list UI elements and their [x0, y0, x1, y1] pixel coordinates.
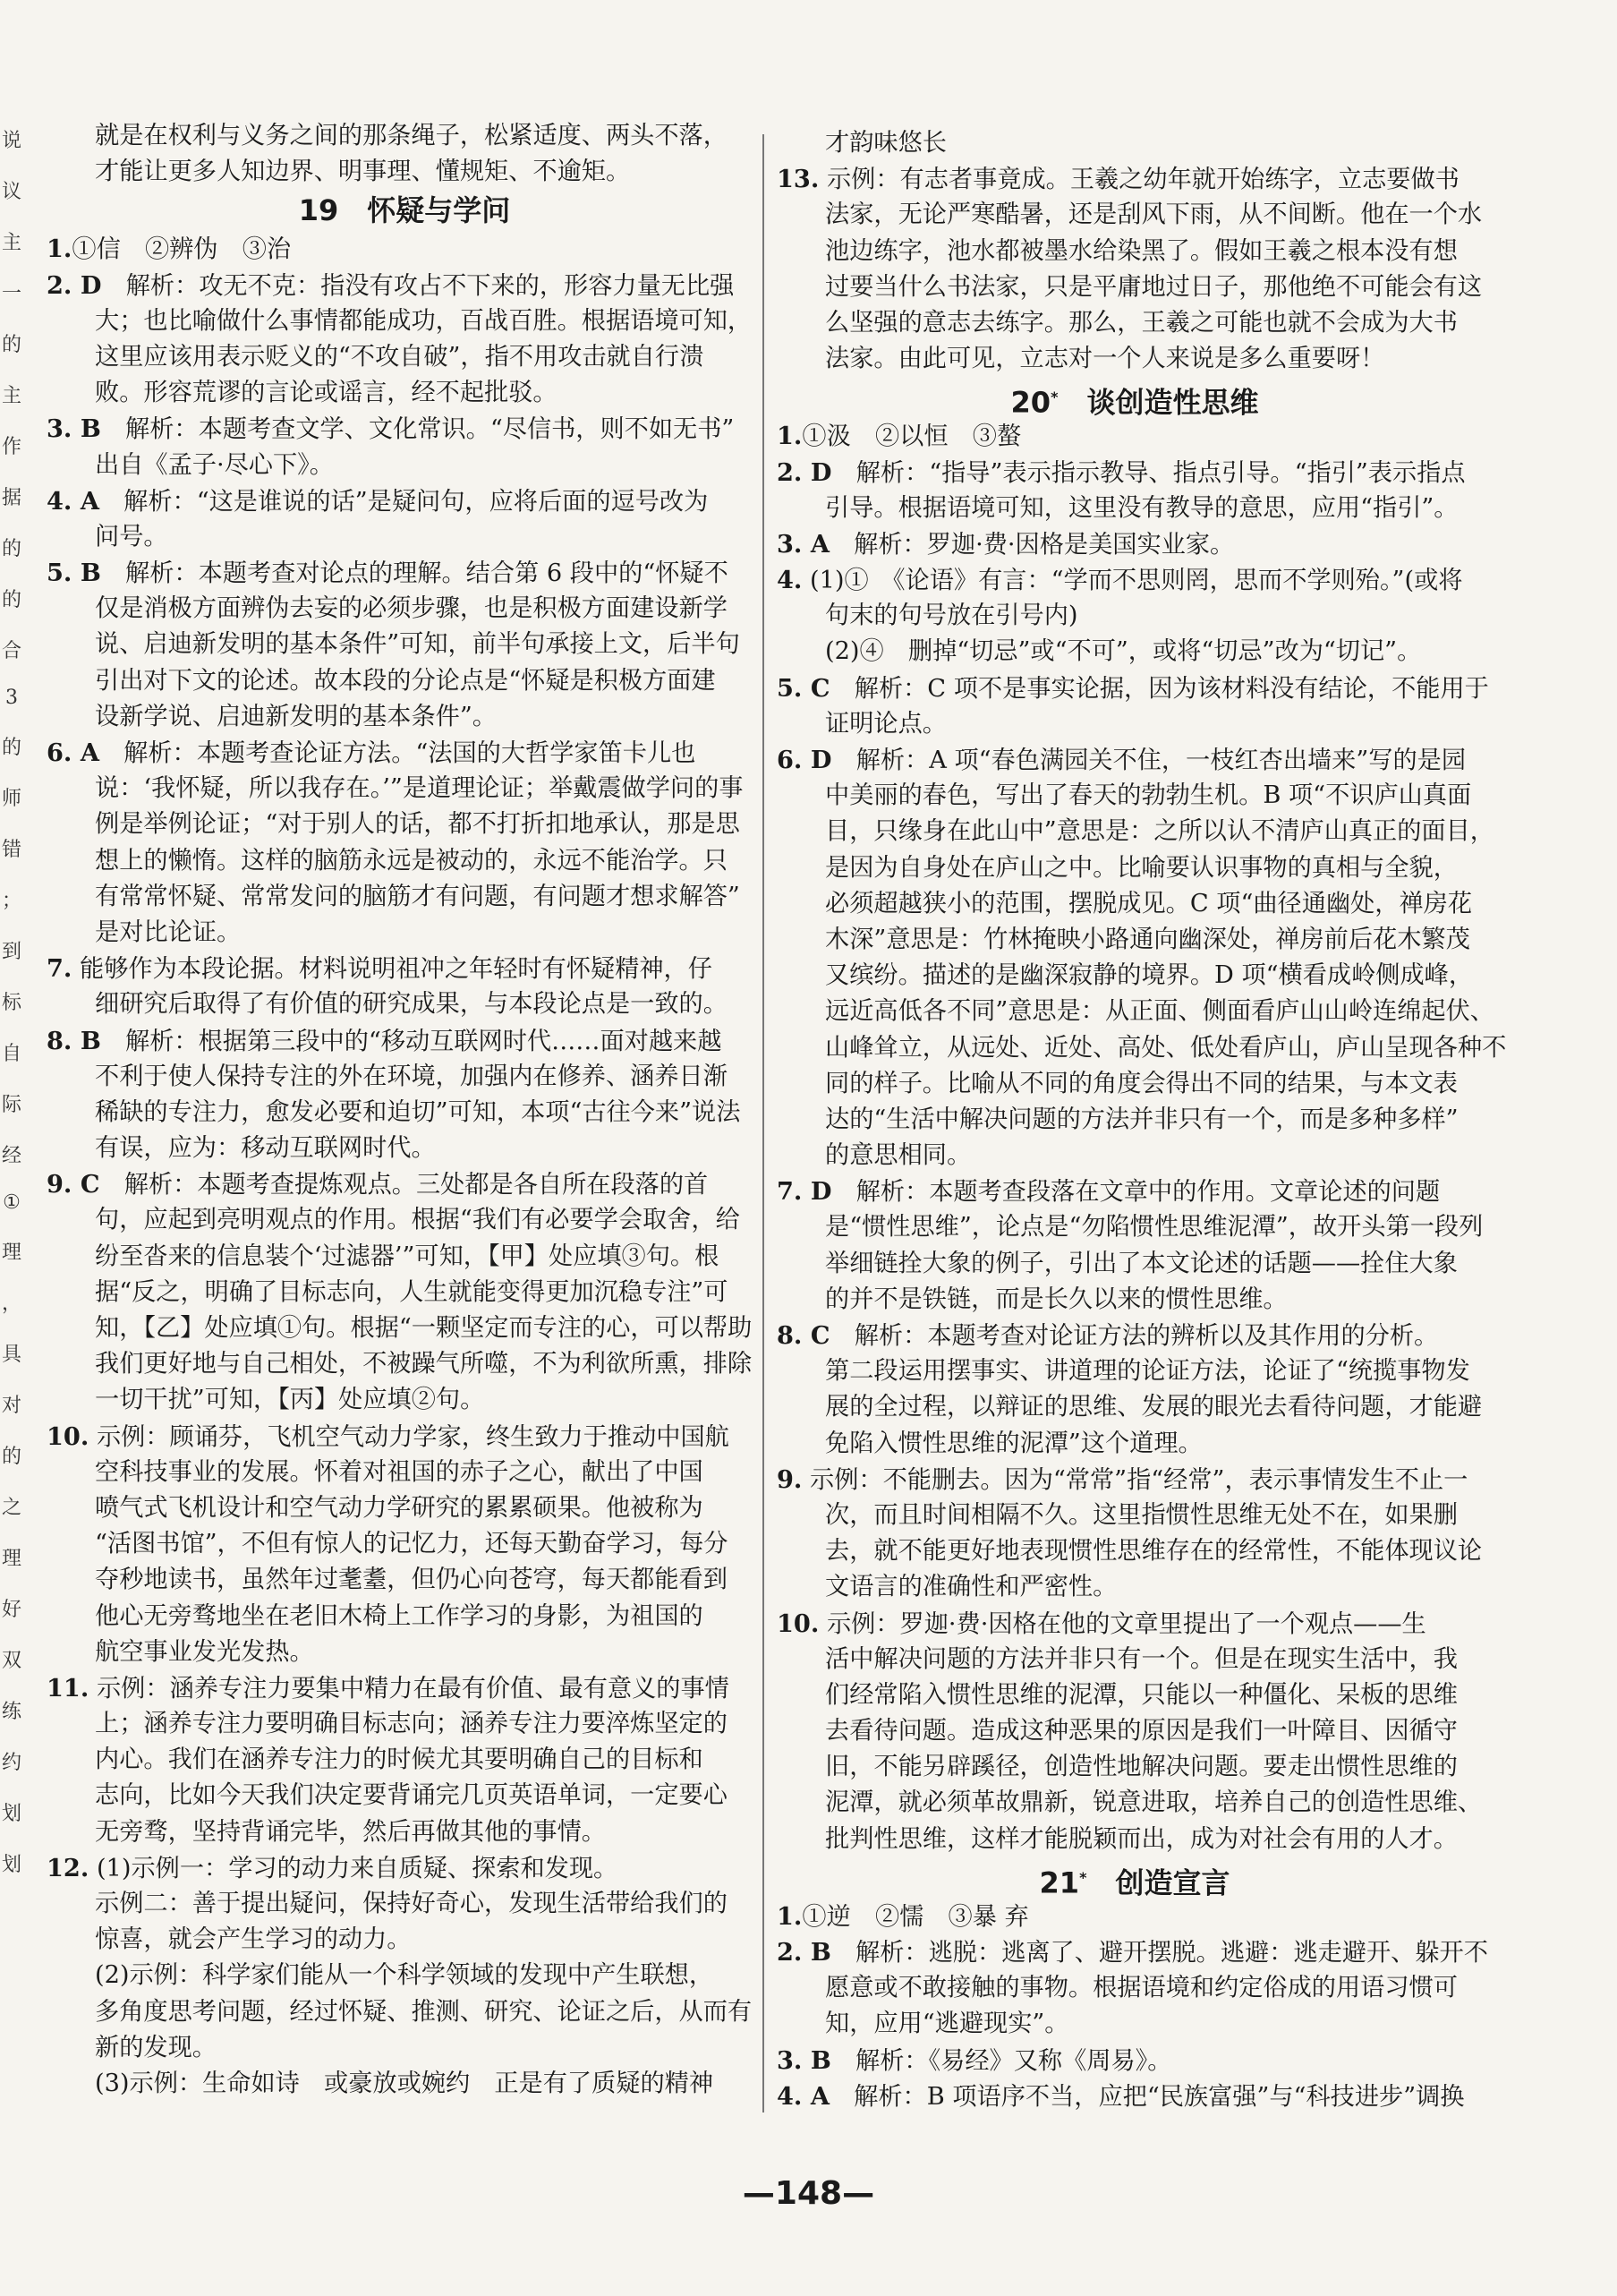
answer-line	[47, 915, 762, 951]
answer-text: 夺秒地读书，虽然年过耄耋，但仍心向苍穹，每天都能看到	[95, 1566, 728, 1594]
answer-text: (1)示例一：学习的动力来自质疑、探索和发现。	[89, 1854, 618, 1882]
answer-text: 例是举例论证；“对于别人的话，都不打折扣地承认，那是思	[95, 810, 740, 839]
answer-line	[47, 843, 762, 879]
answer-line	[47, 339, 762, 375]
answer-number: 8. C	[777, 1321, 830, 1350]
answer-line	[777, 491, 1493, 526]
answer-line	[777, 778, 1493, 814]
section-number: 19	[298, 193, 339, 228]
answer-line	[777, 1353, 1493, 1389]
answer-text: 是“惯性思维”，论点是“勿陷惯性思维泥潭”，故开头第一段列	[825, 1213, 1484, 1242]
answer-text: 想上的懒惰。这样的脑筋永远是被动的，永远不能治学。只	[95, 846, 728, 875]
answer-text: 无旁骛，坚持背诵完毕，然后再做其他的事情。	[95, 1817, 606, 1846]
margin-fragment: 作	[1, 436, 21, 458]
answer-line	[47, 1814, 762, 1850]
answer-line	[777, 886, 1493, 922]
answer-item	[777, 526, 1493, 562]
answer-number: 10.	[47, 1421, 89, 1451]
answer-number: 13.	[777, 165, 820, 194]
answer-number: 2. B	[777, 1938, 831, 1967]
answer-line	[777, 1138, 1493, 1174]
answer-line	[777, 1246, 1493, 1282]
margin-fragment: 理	[1, 1548, 21, 1570]
answer-number: 8. B	[47, 1026, 101, 1055]
answer-line	[47, 1239, 762, 1275]
answer-line	[47, 1778, 762, 1814]
answer-line	[777, 1498, 1493, 1533]
answer-text: 么坚强的意志去练字。那么，王羲之可能也就不会成为大书	[825, 308, 1458, 337]
answer-number: 7.	[47, 954, 72, 984]
answer-text: “活图书馆”，不但有惊人的记忆力，还每天勤奋学习，每分	[95, 1530, 728, 1558]
answer-item	[47, 1166, 762, 1202]
margin-fragment: 错	[1, 839, 21, 861]
answer-text: 解析：本题考查论证方法。“法国的大哲学家笛卡儿也	[98, 739, 696, 767]
answer-item	[777, 1462, 1493, 1498]
answer-text: 纷至沓来的信息装个‘过滤器’”可知，【甲】处应填③句。根	[95, 1242, 719, 1270]
section-title	[47, 190, 762, 231]
answer-line	[47, 1562, 762, 1598]
answer-item	[777, 670, 1493, 706]
answer-text: 次，而且时间相隔不久。这里指惯性思维无处不在，如果删	[825, 1500, 1458, 1529]
answer-text: 不利于使人保持专注的外在环境，加强内在修养、涵养日渐	[95, 1062, 728, 1090]
answer-item	[777, 2078, 1493, 2114]
answer-text: 有误，应为：移动互联网时代。	[95, 1134, 436, 1163]
margin-fragment: 理	[1, 1242, 21, 1264]
margin-fragment: 自	[1, 1043, 21, 1065]
answer-text: 说、启迪新发明的基本条件”可知，前半句承接上文，后半句	[95, 630, 740, 659]
answer-text: 木深”意思是：竹林掩映小路通向幽深处，禅房前后花木繁茂	[825, 925, 1470, 953]
answer-item	[47, 231, 762, 267]
answer-line	[777, 1389, 1493, 1425]
answer-text: 法家，无论严寒酷暑，还是刮风下雨，从不间断。他在一个水	[825, 201, 1483, 229]
section-star: *	[1051, 388, 1059, 406]
answer-line	[47, 1202, 762, 1238]
margin-fragment: 划	[1, 1854, 21, 1876]
answer-text: 句，应起到亮明观点的作用。根据“我们有必要学会取舍，给	[95, 1206, 740, 1234]
answer-line	[777, 1642, 1493, 1677]
answer-number: 3. B	[777, 2045, 831, 2075]
answer-text: 志向，比如今天我们决定要背诵完几页英语单词，一定要心	[95, 1781, 728, 1810]
answer-line	[47, 627, 762, 662]
answer-text: 展的全过程，以辩证的思维、发展的眼光去看待问题，才能避	[825, 1393, 1483, 1421]
section-title	[777, 377, 1493, 418]
answer-number: 9.	[777, 1464, 803, 1494]
answer-item	[777, 1934, 1493, 1970]
answer-text: 泥潭，就必须革故鼎新，锐意进取，培养自己的创造性思维、	[825, 1788, 1483, 1817]
answer-number: 4. A	[47, 486, 99, 516]
answer-number: 5. B	[47, 559, 101, 588]
answer-text: 示例：不能删去。因为“常常”指“经常”，表示事情发生不止一	[802, 1465, 1468, 1494]
answer-line	[47, 1599, 762, 1635]
answer-text: 设新学说、启迪新发明的基本条件”。	[95, 702, 497, 730]
answer-line	[47, 1382, 762, 1418]
answer-line	[47, 2066, 762, 2102]
answer-text: 引导。根据语境可知，这里没有教导的意思，应用“指引”。	[825, 493, 1459, 522]
answer-item	[777, 418, 1493, 454]
answer-item	[777, 161, 1493, 197]
answer-text: 一切干扰”可知，【丙】处应填②句。	[95, 1386, 485, 1414]
answer-item	[47, 483, 762, 519]
answer-text: 出自《孟子·尽心下》。	[95, 450, 334, 479]
margin-fragment: 对	[1, 1395, 21, 1417]
answer-item	[777, 1606, 1493, 1642]
answer-text: 解析：根据第三段中的“移动互联网时代……面对越来越	[100, 1027, 722, 1055]
margin-fragment: 议	[1, 181, 21, 203]
answer-number: 9. C	[47, 1170, 100, 1199]
answer-text: 上；涵养专注力要明确目标志向；涵养专注力要淬炼坚定的	[95, 1710, 728, 1738]
margin-fragment: 师	[1, 788, 21, 810]
answer-text: 去，就不能更好地表现惯性思维存在的经常性，不能体现议论	[825, 1537, 1483, 1566]
answer-item	[47, 411, 762, 447]
answer-item	[47, 555, 762, 591]
answer-text: 的意思相同。	[825, 1141, 972, 1170]
answer-number: 1.	[777, 422, 803, 451]
answer-item	[777, 1899, 1493, 1934]
answer-text: 解析：《易经》又称《周易》。	[830, 2046, 1172, 2075]
answer-line	[777, 1066, 1493, 1102]
answer-text: 免陷入惯性思维的泥潭”这个道理。	[825, 1429, 1203, 1457]
answer-line	[47, 2030, 762, 2066]
answer-text: 示例：罗迦·费·因格在他的文章里提出了一个观点——生	[819, 1609, 1426, 1638]
answer-line	[777, 269, 1493, 305]
answer-text: 大；也比喻做什么事情都能成功，百战百胜。根据语境可知，	[95, 306, 753, 335]
margin-fragment: 约	[1, 1752, 21, 1774]
margin-fragment: 主	[1, 232, 21, 254]
answer-item	[777, 455, 1493, 491]
answer-text: 多角度思考问题，经过怀疑、推测、研究、论证之后，从而有	[95, 1997, 753, 2026]
answer-text: 示例：有志者事竟成。王羲之幼年就开始练字，立志要做书	[819, 166, 1460, 194]
answer-line	[777, 1713, 1493, 1749]
answer-line	[47, 1706, 762, 1742]
answer-text: (2)④ 删掉“切忌”或“不可”，或将“切忌”改为“切记”。	[825, 637, 1422, 666]
margin-fragment: 的	[1, 589, 21, 611]
answer-text: 败。形容荒谬的言论或谣言，经不起批驳。	[95, 379, 557, 407]
answer-number: 1.	[777, 1901, 803, 1931]
answer-number: 12.	[47, 1853, 89, 1882]
answer-item	[47, 1023, 762, 1059]
section-title	[777, 1857, 1493, 1899]
margin-fragment: 练	[1, 1701, 21, 1723]
answer-line	[777, 1426, 1493, 1462]
answer-text: 解析：本题考查对论证方法的辨析以及其作用的分析。	[830, 1322, 1439, 1350]
answer-text: 解析：B 项语序不当，应把“民族富强”与“科技进步”调换	[829, 2082, 1465, 2111]
answer-line	[47, 771, 762, 807]
page-number: —148—	[742, 2175, 875, 2212]
answer-line	[47, 1455, 762, 1490]
answer-line	[47, 986, 762, 1022]
answer-line	[777, 706, 1493, 742]
answer-text: 能够作为本段论据。材料说明祖冲之年轻时有怀疑精神，仔	[72, 955, 712, 984]
answer-text: 是对比论证。	[95, 918, 242, 946]
answer-item	[47, 268, 762, 303]
margin-fragment: ①	[3, 1191, 21, 1214]
answer-text: 又缤纷。描述的是幽深寂静的境界。D 项“横看成岭侧成峰，	[825, 961, 1474, 990]
answer-line	[47, 1310, 762, 1346]
answer-text: 新的发现。	[95, 2033, 217, 2061]
margin-fragment: 合	[1, 640, 21, 662]
answer-item	[47, 1419, 762, 1455]
answer-number: 4.	[777, 566, 803, 595]
answer-text: 就是在权利与义务之间的那条绳子，松紧适度、两头不落，	[95, 122, 728, 149]
answer-text: 解析：本题考查段落在文章中的作用。文章论述的问题	[831, 1178, 1441, 1207]
answer-text: 证明论点。	[825, 709, 947, 738]
answer-text: (3)示例：生命如诗 或豪放或婉约 正是有了质疑的精神	[95, 2069, 714, 2097]
answer-line	[777, 305, 1493, 341]
answer-text: 示例二：善于提出疑问，保持好奇心，发现生活带给我们的	[95, 1890, 728, 1917]
answer-text: 中美丽的春色，写出了春天的勃勃生机。B 项“不识庐山真面	[825, 781, 1472, 810]
answer-text: 解析：“这是谁说的话”是疑问句，应将后面的逗号改为	[98, 487, 709, 516]
answer-text: 活中解决问题的方法并非只有一个。但是在现实生活中，我	[825, 1644, 1458, 1673]
section-star: *	[1079, 1868, 1087, 1886]
answer-text: 据“反之，明确了目标志向，人生就能变得更加沉稳专注”可	[95, 1277, 728, 1306]
margin-fragment: 说	[1, 130, 21, 152]
answer-item	[777, 1174, 1493, 1209]
answer-item	[47, 1850, 762, 1886]
answer-text: 才能让更多人知边界、明事理、懂规矩、不逾矩。	[95, 158, 631, 186]
margin-fragment: 经	[1, 1145, 21, 1167]
answer-line	[777, 1785, 1493, 1821]
answer-item	[777, 742, 1493, 778]
answer-line	[47, 591, 762, 627]
section-title-text: 怀疑与学问	[338, 193, 511, 228]
answer-text: 山峰耸立，从远处、近处、高处、低处看庐山，庐山呈现各种不	[825, 1033, 1507, 1062]
answer-line	[47, 519, 762, 555]
margin-fragment: 双	[1, 1650, 21, 1672]
margin-fragment: 具	[1, 1344, 21, 1366]
margin-fragment: 据	[1, 487, 21, 509]
answer-text: 解析：A 项“春色满园关不住，一枝红杏出墙来”写的是园	[831, 747, 1467, 774]
answer-text: 解析：罗迦·费·因格是美国实业家。	[829, 530, 1235, 559]
answer-line	[777, 1677, 1493, 1713]
answer-line	[47, 375, 762, 411]
section-number: 21	[1039, 1865, 1080, 1900]
answer-text: 达的“生活中解决问题的方法并非只有一个，而是多种多样”	[825, 1105, 1459, 1133]
answer-line	[777, 958, 1493, 994]
answer-line	[777, 341, 1493, 377]
answer-text: 空科技事业的发展。怀着对祖国的赤子之心，献出了中国	[95, 1457, 703, 1486]
answer-line	[47, 448, 762, 483]
answer-line	[777, 1970, 1493, 2006]
answer-text: 细研究后取得了有价值的研究成果，与本段论点是一致的。	[95, 990, 728, 1019]
margin-fragment: 的	[1, 1446, 21, 1468]
margin-fragment: 的	[1, 737, 21, 759]
answer-line	[47, 663, 762, 699]
answer-number: 4. A	[777, 2081, 830, 2111]
margin-fragment: 标	[1, 992, 21, 1014]
answer-number: 7. D	[777, 1177, 832, 1207]
answer-line	[47, 1095, 762, 1131]
answer-item	[777, 1318, 1493, 1353]
answer-number: 5. C	[777, 673, 830, 703]
answer-item	[777, 2043, 1493, 2078]
answer-text: 说：‘我怀疑，所以我存在。’”是道理论证；举戴震做学问的事	[95, 774, 744, 803]
answer-text: 喷气式飞机设计和空气动力学研究的累累硕果。他被称为	[95, 1493, 703, 1522]
margin-fragment: 的	[1, 538, 21, 560]
margin-fragment: 一	[1, 283, 21, 305]
answer-text: ①汲 ②以恒 ③螯	[802, 422, 1022, 451]
answer-line	[777, 634, 1493, 670]
answer-line	[777, 850, 1493, 886]
answer-text: 知，应用“逃避现实”。	[825, 2010, 1069, 2038]
margin-fragment: 际	[1, 1094, 21, 1116]
answer-item	[777, 562, 1493, 598]
answer-number: 3. B	[47, 414, 101, 444]
margin-fragment: 之	[1, 1497, 21, 1519]
answer-line	[777, 1533, 1493, 1569]
answer-text: 解析：“指导”表示指示教导、指点引导。“指引”表示指点	[831, 458, 1466, 487]
answer-line	[47, 1886, 762, 1922]
margin-fragment: 到	[1, 941, 21, 963]
answer-text: 才韵味悠长	[825, 129, 947, 157]
answer-text: 航空事业发光发热。	[95, 1637, 314, 1666]
answer-text: 文语言的准确性和严密性。	[825, 1573, 1118, 1601]
answer-number: 6. A	[47, 738, 99, 767]
answer-text: 解析：C 项不是事实论据，因为该材料没有结论，不能用于	[830, 674, 1489, 703]
answer-text: 同的样子。比喻从不同的角度会得出不同的结果，与本文表	[825, 1069, 1458, 1097]
answer-line	[47, 879, 762, 915]
answer-line	[777, 2006, 1493, 2042]
answer-line	[47, 118, 762, 154]
answer-text: 解析：攻无不克：指没有攻占不下来的，形容力量无比强	[101, 271, 735, 300]
answer-text: 第二段运用摆事实、讲道理的论证方法，论证了“统揽事物发	[825, 1357, 1470, 1386]
answer-text: 池边练字，池水都被墨水给染黑了。假如王羲之根本没有想	[825, 236, 1458, 265]
answer-text: 们经常陷入惯性思维的泥潭，只能以一种僵化、呆板的思维	[825, 1680, 1458, 1709]
answer-line	[47, 1526, 762, 1562]
section-title-text: 创造宣言	[1086, 1865, 1230, 1900]
answer-line	[47, 154, 762, 190]
right-column	[777, 125, 1507, 2114]
answer-text: 内心。我们在涵养专注力的时候尤其要明确自己的目标和	[95, 1745, 703, 1774]
margin-fragment: ，	[1, 1293, 21, 1315]
answer-item	[47, 735, 762, 771]
section-title-text: 谈创造性思维	[1058, 385, 1259, 420]
answer-line	[777, 197, 1493, 233]
answer-text: 去看待问题。造成这种恶果的原因是我们一叶障目、因循守	[825, 1717, 1458, 1745]
answer-text: 法家。由此可见，立志对一个人来说是多么重要呀！	[825, 345, 1385, 373]
answer-line	[47, 1490, 762, 1526]
answer-text: 必须超越狭小的范围，摆脱成见。C 项“曲径通幽处，禅房花	[825, 889, 1473, 918]
answer-line	[47, 699, 762, 735]
answer-text: 示例：顾诵芬，飞机空气动力学家，终生致力于推动中国航	[89, 1422, 729, 1451]
answer-text: 引出对下文的论述。故本段的分论点是“怀疑是积极方面建	[95, 666, 716, 695]
answer-text: 远近高低各不同”意思是：从正面、侧面看庐山山岭连绵起伏、	[825, 997, 1494, 1026]
margin-fragment: 的	[1, 334, 21, 356]
answer-text: 解析：本题考查提炼观点。三处都是各自所在段落的首	[99, 1171, 709, 1199]
left-column	[47, 118, 762, 2102]
answer-text: 过要当什么书法家，只是平庸地过日子，那他绝不可能会有这	[825, 272, 1483, 301]
answer-text: 有常常怀疑、常常发问的脑筋才有问题，有问题才想求解答”	[95, 882, 740, 910]
answer-number: 10.	[777, 1609, 820, 1638]
answer-line	[777, 598, 1493, 634]
answer-text: 问号。	[95, 522, 168, 551]
answer-number: 2. D	[47, 270, 102, 300]
answer-text: 示例：涵养专注力要集中精力在最有价值、最有意义的事情	[89, 1674, 729, 1703]
answer-line	[47, 1275, 762, 1310]
answer-line	[47, 1635, 762, 1670]
section-number: 20	[1010, 385, 1051, 420]
answer-line	[47, 1131, 762, 1166]
answer-line	[47, 303, 762, 339]
answer-line	[777, 1569, 1493, 1605]
answer-line	[777, 1749, 1493, 1785]
answer-number: 2. D	[777, 457, 832, 487]
column-divider	[762, 134, 764, 2112]
answer-line	[777, 125, 1493, 161]
answer-number: 11.	[47, 1673, 89, 1703]
answer-line	[777, 814, 1493, 849]
answer-number: 1.	[47, 235, 72, 264]
answer-line	[777, 922, 1493, 958]
answer-line	[777, 234, 1493, 269]
answer-text: 知，【乙】处应填①句。根据“一颗坚定而专注的心，可以帮助	[95, 1314, 753, 1342]
answer-text: 目，只缘身在此山中”意思是：之所以认不清庐山真正的面目，	[825, 817, 1494, 846]
answer-text: (1)① 《论语》有言：“学而不思则罔，思而不学则殆。”(或将	[802, 567, 1463, 595]
answer-text: 解析：本题考查文学、文化常识。“尽信书，则不如无书”	[100, 415, 735, 444]
margin-fragment: 划	[1, 1803, 21, 1825]
margin-fragment: 主	[1, 385, 21, 407]
margin-fragment: ；	[1, 890, 21, 912]
answer-line	[777, 1209, 1493, 1245]
left-margin-fragments	[0, 125, 23, 1877]
answer-line	[47, 1346, 762, 1382]
answer-line	[47, 807, 762, 842]
answer-item	[47, 1670, 762, 1706]
answer-item	[47, 951, 762, 986]
answer-line	[777, 1030, 1507, 1066]
answer-line	[777, 1822, 1493, 1857]
answer-line	[777, 994, 1493, 1029]
answer-line	[777, 1102, 1493, 1138]
answer-text: 是因为自身处在庐山之中。比喻要认识事物的真相与全貌，	[825, 853, 1458, 882]
answer-text: 稀缺的专注力，愈发必要和迫切”可知，本项“古往今来”说法	[95, 1097, 741, 1126]
answer-text: (2)示例：科学家们能从一个科学领域的发现中产生联想，	[95, 1961, 714, 1990]
answer-text: 仅是消极方面辨伪去妄的必须步骤，也是积极方面建设新学	[95, 594, 728, 623]
margin-fragment: 好	[1, 1599, 21, 1621]
answer-text: 旧，不能另辟蹊径，创造性地解决问题。要走出惯性思维的	[825, 1753, 1458, 1781]
answer-text: 惊喜，就会产生学习的动力。	[95, 1925, 412, 1954]
answer-text: 愿意或不敢接触的事物。根据语境和约定俗成的用语习惯可	[825, 1974, 1458, 2002]
answer-line	[47, 1059, 762, 1095]
answer-text: 举细链拴大象的例子，引出了本文论述的话题——拴住大象	[825, 1249, 1458, 1277]
answer-number: 6. D	[777, 746, 832, 774]
answer-line	[47, 1994, 762, 2030]
answer-text: 解析：逃脱：逃离了、避开摆脱。逃避：逃走避开、躲开不	[830, 1939, 1488, 1967]
answer-line	[777, 1282, 1493, 1318]
answer-line	[47, 1742, 762, 1778]
answer-line	[47, 1922, 762, 1958]
answer-line	[47, 1958, 762, 1993]
answer-text: 他心无旁骛地坐在老旧木椅上工作学习的身影，为祖国的	[95, 1601, 703, 1630]
answer-number: 3. A	[777, 529, 830, 559]
answer-text: 句末的句号放在引号内)	[825, 602, 1078, 630]
answer-text: 解析：本题考查对论点的理解。结合第 6 段中的“怀疑不	[100, 559, 728, 588]
answer-text: ①信 ②辨伪 ③治	[72, 235, 292, 264]
answer-text: 批判性思维，这样才能脱颖而出，成为对社会有用的人才。	[825, 1824, 1458, 1853]
answer-text: ①逆 ②懦 ③暴 弃	[802, 1902, 1029, 1931]
margin-fragment: 3	[5, 687, 18, 709]
answer-text: 我们更好地与自己相处，不被躁气所噬，不为利欲所熏，排除	[95, 1350, 753, 1378]
answer-text: 的并不是铁链，而是长久以来的惯性思维。	[825, 1285, 1288, 1313]
answer-text: 这里应该用表示贬义的“不攻自破”，指不用攻击就自行溃	[95, 342, 704, 371]
